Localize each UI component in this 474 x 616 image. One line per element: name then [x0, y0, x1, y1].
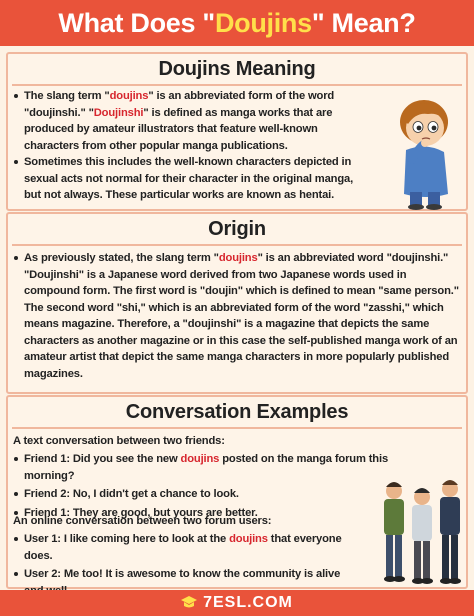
meaning-list: [14, 88, 369, 204]
origin-list: [14, 250, 464, 382]
keyword: Doujinshi: [93, 106, 144, 119]
title-after: " Mean?: [311, 8, 416, 38]
origin-title: Origin: [208, 218, 266, 240]
meaning-bullet-2: Sometimes this includes the well-known characters depicted in sexual acts not normal for their character in the original manga, but not always. These particular works are known as hentai.: [14, 154, 369, 204]
origin-bullet-1: As previously stated, the slang term "doujins" is an abbreviated word "doujinshi." "Doujinshi" is a Japanese word derived from two Japanese words used in compound form. The first word is "doujin" which is defined to mean "same person." The second word "shi," which is an abbreviated form of the word "zasshi," which means magazine. Therefore, a "doujinshi" is a magazine that depicts the same characters as another magazine or in this case the self-published manga work of an amateur artist that depict the same manga characters in more popularly published magazines.: [14, 250, 464, 382]
meaning-title: Doujins Meaning: [158, 58, 316, 80]
three-friends-illustration: [378, 475, 468, 587]
conversation-line: Friend 2: No, I didn't get a chance to look.: [14, 486, 434, 503]
title-highlight: Doujins: [214, 8, 312, 38]
keyword: doujins: [229, 533, 268, 545]
graduation-cap-logo-icon: [181, 595, 197, 609]
keyword: doujins: [218, 252, 258, 264]
site-footer: [0, 590, 474, 616]
origin-section: [6, 212, 468, 394]
keyword: doujins: [109, 90, 149, 102]
page-title: [0, 0, 474, 46]
conversation-line: User 2: Me too! It is awesome to know the community is alive: [14, 566, 359, 599]
title-before: What Does ": [58, 8, 215, 38]
conversation-line: Friend 1: They are good, but yours are better.: [14, 505, 434, 522]
conversation-intro-1: A text conversation between two friends:: [13, 435, 225, 447]
conversation-intro-2: An online conversation between two forum users:: [13, 515, 272, 527]
section-divider: [12, 84, 462, 86]
conversation-line: User 1: I like coming here to look at the doujins that everyone does.: [14, 531, 359, 564]
section-divider: [12, 427, 462, 429]
meaning-section: [6, 52, 468, 211]
thinking-boy-illustration: [388, 94, 466, 212]
keyword: doujins: [180, 453, 220, 465]
conversation-title: Conversation Examples: [125, 401, 349, 423]
section-divider: [12, 244, 462, 246]
conversation-line: Friend 1: Did you see the new doujins posted on the manga forum this morning?: [14, 451, 434, 484]
meaning-bullet-1: The slang term "doujins" is an abbreviated form of the word "doujinshi." "Doujinshi" is defined as manga works that are produced by amateur illustrators that feature well-known characters from other popular manga publications.: [14, 88, 369, 154]
footer-brand: 7ESL.COM: [203, 594, 293, 611]
conversation-section: [6, 395, 468, 589]
